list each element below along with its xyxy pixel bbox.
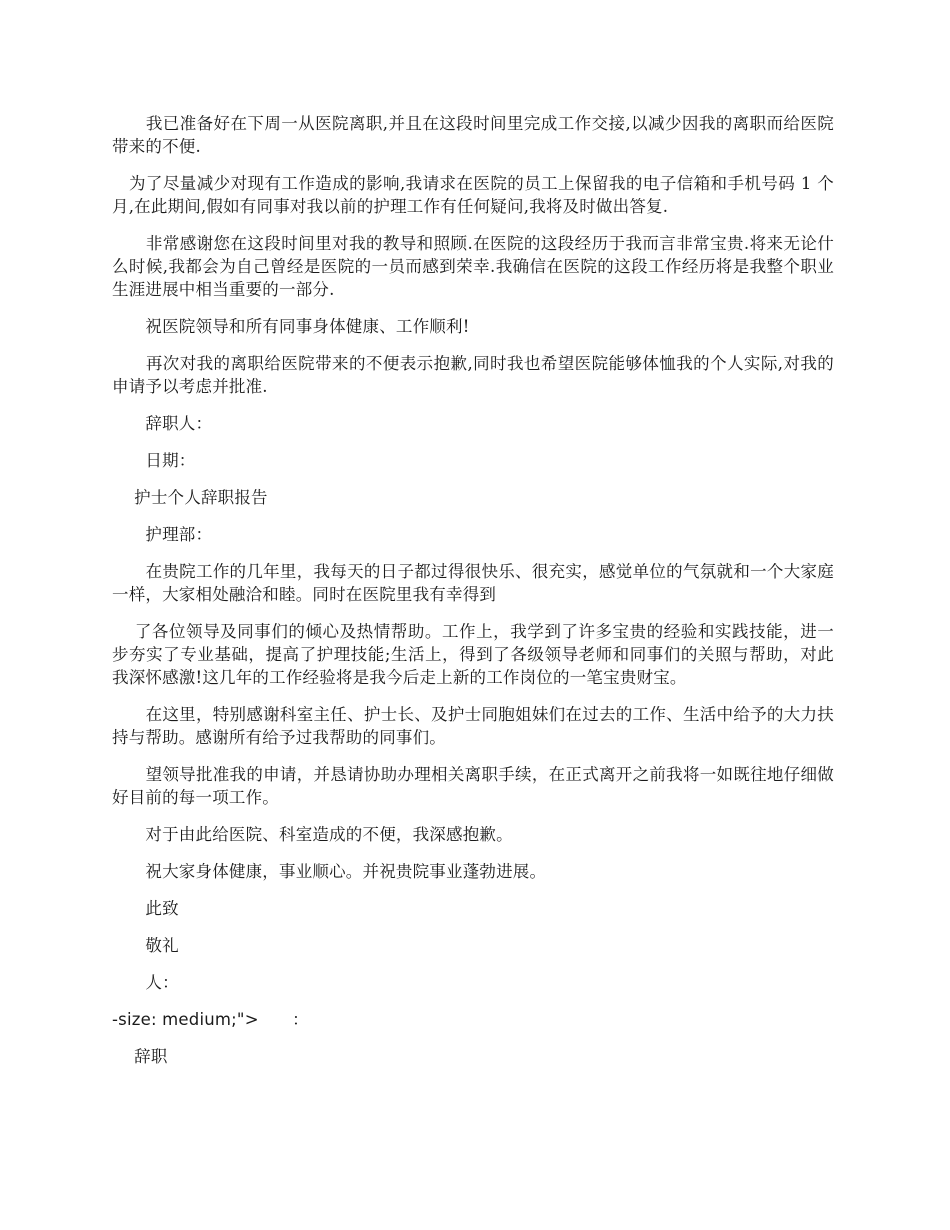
paragraph-blessing: 祝大家身体健康，事业顺心。并祝贵院事业蓬勃进展。 — [112, 862, 547, 881]
paragraph-handover: 我已准备好在下周一从医院离职,并且在这段时间里完成工作交接,以减少因我的离职而给医院带来的不便. — [112, 114, 834, 156]
signature-person: 人： — [112, 973, 179, 992]
paragraph-intro: 在贵院工作的几年里，我每天的日子都过得很快乐、很充实，感觉单位的气氛就和一个大家庭一样，大家相处融洽和睦。同时在医院里我有幸得到 — [112, 562, 834, 604]
paragraph-wishes: 祝医院领导和所有同事身体健康、工作顺利! — [112, 317, 470, 336]
signature-date: 日期： — [112, 451, 196, 470]
final-line: 辞职 — [112, 1047, 168, 1066]
paragraph-help: 了各位领导及同事们的倾心及热情帮助。工作上，我学到了许多宝贵的经验和实践技能，进一步夯实了专业基础，提高了护理技能;生活上，得到了各级领导老师和同事们的关照与帮助，对此我深怀感激!这几年的工作经验将是我今后走上新的工作岗位的一笔宝贵财宝。 — [112, 622, 834, 687]
paragraph-apology: 再次对我的离职给医院带来的不便表示抱歉,同时我也希望医院能够体恤我的个人实际,对我的申请予以考虑并批准. — [112, 354, 834, 396]
closing-cizhi: 此致 — [112, 899, 179, 918]
paragraph-sorry: 对于由此给医院、科室造成的不便，我深感抱歉。 — [112, 825, 513, 844]
stray-markup-line: -size: medium;"> ： — [112, 1010, 309, 1029]
paragraph-keep-contact: 为了尽量减少对现有工作造成的影响,我请求在医院的员工上保留我的电子信箱和手机号码 1 个月,在此期间,假如有同事对我以前的护理工作有任何疑问,我将及时做出答复. — [112, 174, 834, 216]
closing-jingli: 敬礼 — [112, 936, 179, 955]
paragraph-request: 望领导批准我的申请，并恳请协助办理相关离职手续，在正式离开之前我将一如既往地仔细做好目前的每一项工作。 — [112, 765, 834, 807]
paragraph-thanks: 非常感谢您在这段时间里对我的教导和照顾.在医院的这段经历于我而言非常宝贵.将来无论什么时候,我都会为自己曾经是医院的一员而感到荣幸.我确信在医院的这段工作经历将是我整个职业生涯进展中相当重要的一部分. — [112, 234, 834, 299]
section-title: 护士个人辞职报告 — [112, 488, 268, 507]
paragraph-special-thanks: 在这里，特别感谢科室主任、护士长、及护士同胞姐妹们在过去的工作、生活中给予的大力扶持与帮助。感谢所有给予过我帮助的同事们。 — [112, 705, 834, 747]
document-page — [112, 112, 834, 1068]
signature-resigner: 辞职人： — [112, 414, 213, 433]
salutation: 护理部： — [112, 525, 213, 544]
